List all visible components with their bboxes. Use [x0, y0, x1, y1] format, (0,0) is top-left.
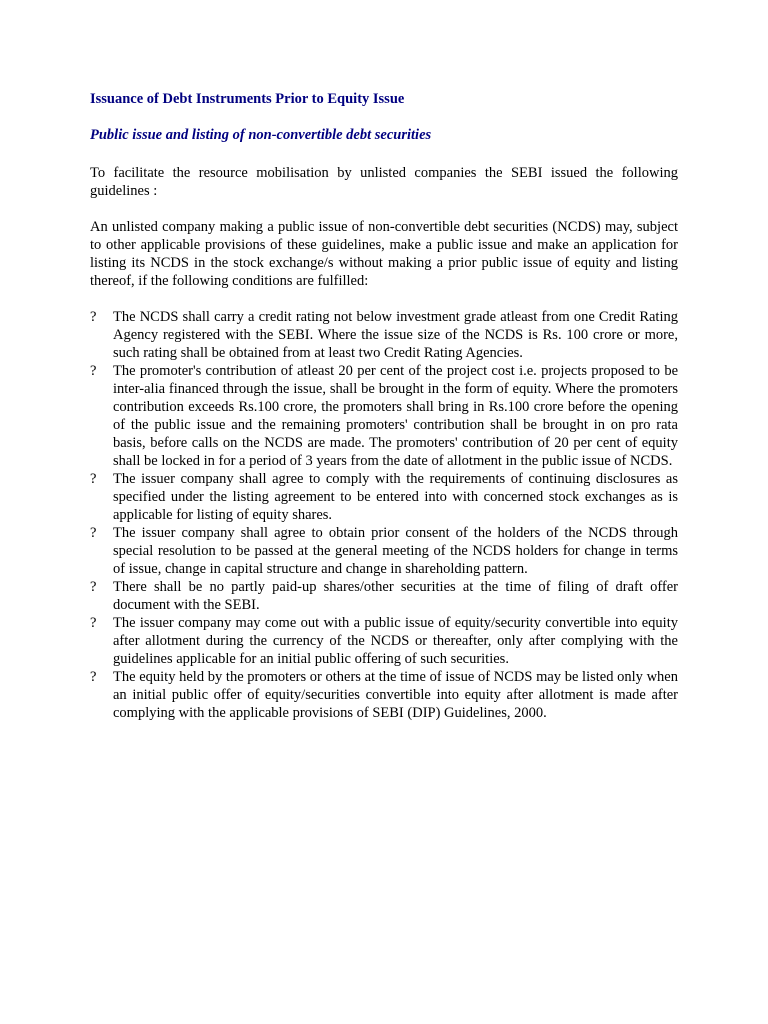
- list-item-text: The promoter's contribution of atleast 20 per cent of the project cost i.e. projects proposed to be inter-alia financed through the issue, shall be brought in the form of equity. Where the promoters contribution exceeds Rs.100 crore, the promoters shall bring in Rs.100 crore before the opening of the public issue and the remaining promoters' contribution shall be brought in on pro rata basis, before calls on the NCDS are made. The promoters' contribution of 20 per cent of equity shall be locked in for a period of 3 years from the date of allotment in the public issue of NCDS.: [113, 363, 678, 469]
- document-page: [90, 90, 678, 722]
- list-item-text: The issuer company may come out with a public issue of equity/security convertible into equity after allotment during the currency of the NCDS or thereafter, only after complying with the guidelines applicable for an initial public offering of such securities.: [113, 615, 678, 667]
- document-heading: Issuance of Debt Instruments Prior to Equity Issue: [90, 91, 405, 107]
- bullet-marker: ?: [90, 471, 97, 487]
- conditions-list: [90, 308, 678, 722]
- list-item-text: The issuer company shall agree to obtain prior consent of the holders of the NCDS through special resolution to be passed at the general meeting of the NCDS holders for change in terms of issue, change in capital structure and change in shareholding pattern.: [113, 525, 678, 577]
- bullet-marker: ?: [90, 309, 97, 325]
- bullet-marker: ?: [90, 525, 97, 541]
- list-item-text: The equity held by the promoters or others at the time of issue of NCDS may be listed only when an initial public offer of equity/securities convertible into equity after allotment is made after complying with the applicable provisions of SEBI (DIP) Guidelines, 2000.: [113, 669, 678, 721]
- list-item: [90, 578, 678, 614]
- list-item: [90, 524, 678, 578]
- list-item: [90, 308, 678, 362]
- list-item: [90, 470, 678, 524]
- list-item: [90, 362, 678, 470]
- list-item-text: The issuer company shall agree to comply with the requirements of continuing disclosures as specified under the listing agreement to be entered into with concerned stock exchanges as is applicable for listing of equity shares.: [113, 471, 678, 523]
- list-item: [90, 668, 678, 722]
- document-subheading: Public issue and listing of non-convertible debt securities: [90, 127, 432, 143]
- list-item-text: There shall be no partly paid-up shares/other securities at the time of filing of draft offer document with the SEBI.: [113, 579, 678, 613]
- bullet-marker: ?: [90, 579, 97, 595]
- list-item: [90, 614, 678, 668]
- bullet-marker: ?: [90, 615, 97, 631]
- conditions-paragraph: An unlisted company making a public issue of non-convertible debt securities (NCDS) may, subject to other applicable provisions of these guidelines, make a public issue and make an application for listing its NCDS in the stock exchange/s without making a prior public issue of equity and listing thereof, if the following conditions are fulfilled:: [90, 219, 678, 289]
- list-item-text: The NCDS shall carry a credit rating not below investment grade atleast from one Credit Rating Agency registered with the SEBI. Where the issue size of the NCDS is Rs. 100 crore or more, such rating shall be obtained from at least two Credit Rating Agencies.: [113, 309, 678, 361]
- bullet-marker: ?: [90, 669, 97, 685]
- bullet-marker: ?: [90, 363, 97, 379]
- intro-paragraph: To facilitate the resource mobilisation by unlisted companies the SEBI issued the following guidelines :: [90, 165, 678, 199]
